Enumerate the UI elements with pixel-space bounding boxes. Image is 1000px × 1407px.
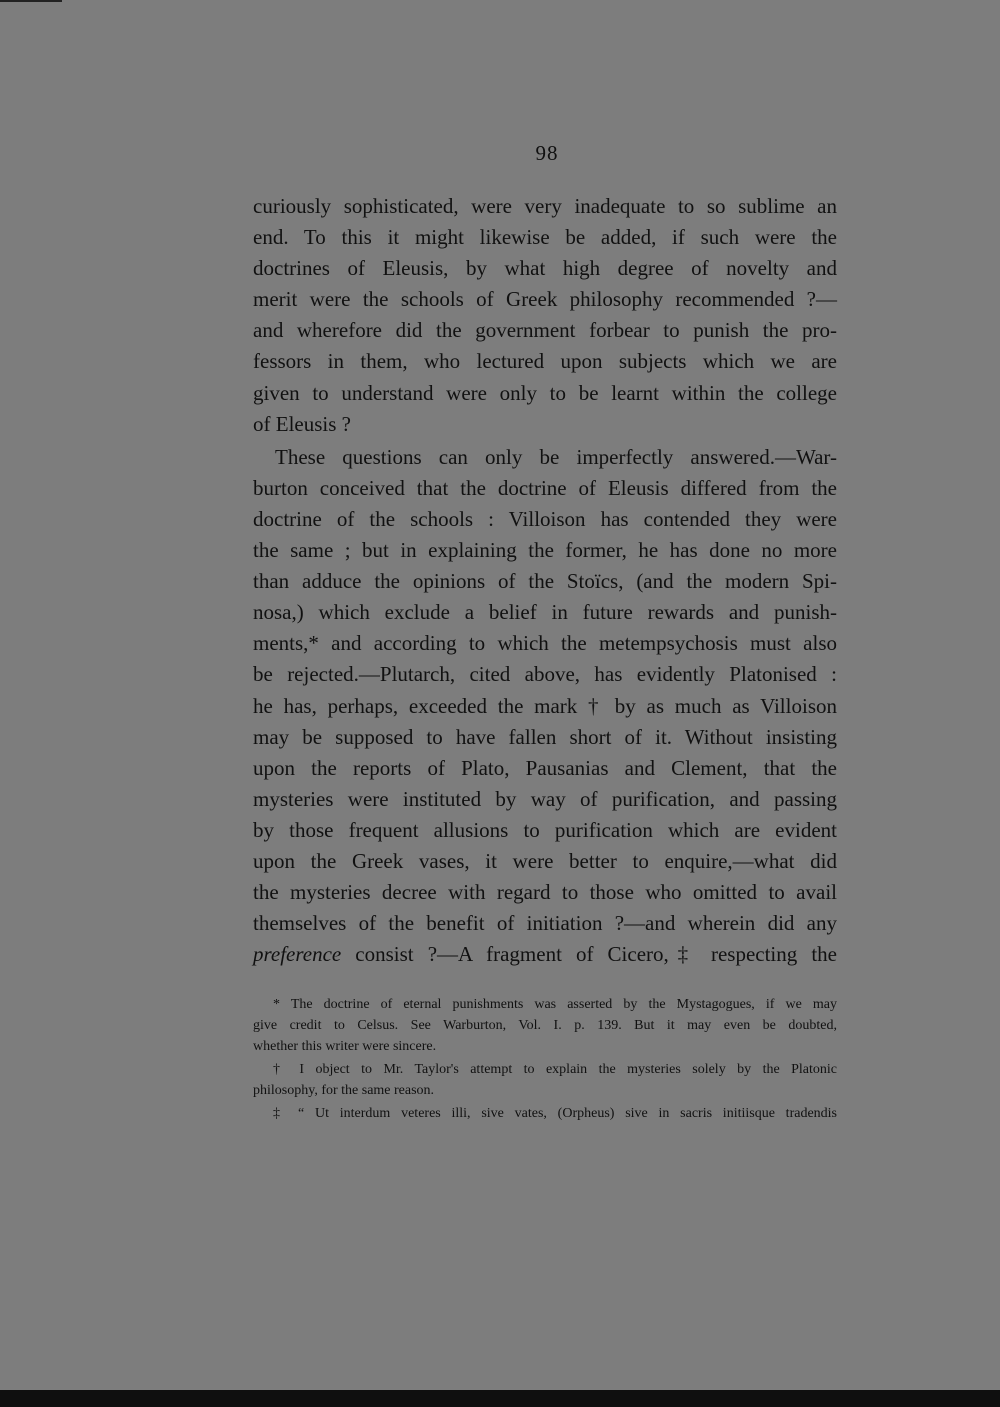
text-line: he has, perhaps, exceeded the mark † by as much as Villoison — [253, 693, 837, 718]
text-line: fessors in them, who lectured upon subjects which we are — [253, 349, 837, 374]
text-line: given to understand were only to be learnt within the college — [253, 380, 837, 405]
page-number: 98 — [535, 141, 559, 165]
text-line: nosa,) which exclude a belief in future rewards and punish- — [253, 600, 837, 625]
text-line: These questions can only be imperfectly answered.—War- — [275, 444, 837, 469]
text-line: be rejected.—Plutarch, cited above, has evidently Platonised : — [253, 662, 837, 687]
footnote-line: * The doctrine of eternal punishments was asserted by the Mystagogues, if we may — [273, 997, 837, 1012]
footnote-line: ‡ “ Ut interdum veteres illi, sive vates, (Orpheus) sive in sacris initiisque tradendis — [273, 1106, 837, 1121]
text-line: themselves of the benefit of initiation ?—and wherein did any — [253, 911, 837, 936]
footnote-line: whether this writer were sincere. — [253, 1039, 437, 1054]
text-line: curiously sophisticated, were very inadequate to so sublime an — [253, 194, 837, 218]
footnote-line: philosophy, for the same reason. — [253, 1083, 435, 1098]
text-line: the same ; but in explaining the former, he has done no more — [253, 538, 837, 563]
text-line: upon the Greek vases, it were better to enquire,—what did — [253, 848, 837, 873]
text-line: upon the reports of Plato, Pausanias and Clement, that the — [253, 755, 837, 780]
text-line: doctrines of Eleusis, by what high degree of novelty and — [253, 256, 837, 281]
footnotes — [253, 994, 837, 1124]
text-line: merit were the schools of Greek philosophy recommended ?— — [253, 287, 837, 312]
text-line: doctrine of the schools : Villoison has contended they were — [253, 506, 837, 531]
text-line: by those frequent allusions to purification which are evident — [253, 817, 837, 842]
text-line-final — [253, 939, 837, 970]
italic-word: preference — [253, 942, 342, 967]
text-line: mysteries were instituted by way of purification, and passing — [253, 786, 837, 811]
text-line: and wherefore did the government forbear to punish the pro- — [253, 318, 837, 343]
text-line: of Eleusis ? — [253, 411, 351, 436]
text-line: than adduce the opinions of the Stoïcs, (and the modern Spi- — [253, 569, 837, 594]
text-line: end. To this it might likewise be added, if such were the — [253, 225, 837, 250]
text-line: may be supposed to have fallen short of it. Without insisting — [253, 724, 837, 749]
main-text — [253, 191, 837, 970]
text-line: the mysteries decree with regard to those who omitted to avail — [253, 880, 837, 905]
footnote-line: give credit to Celsus. See Warburton, Vol. I. p. 139. But it may even be doubted, — [253, 1018, 837, 1033]
footnote-line: † I object to Mr. Taylor's attempt to explain the mysteries solely by the Platonic — [273, 1062, 837, 1077]
text-line: ments,* and according to which the metempsychosis must also — [253, 631, 837, 656]
bottom-scan-edge — [0, 1390, 1000, 1407]
text-line-remainder: consist ?—A fragment of Cicero,‡ respecting the — [341, 942, 837, 967]
text-line: burton conceived that the doctrine of Eleusis differed from the — [253, 475, 837, 500]
top-edge-rule — [0, 0, 62, 2]
